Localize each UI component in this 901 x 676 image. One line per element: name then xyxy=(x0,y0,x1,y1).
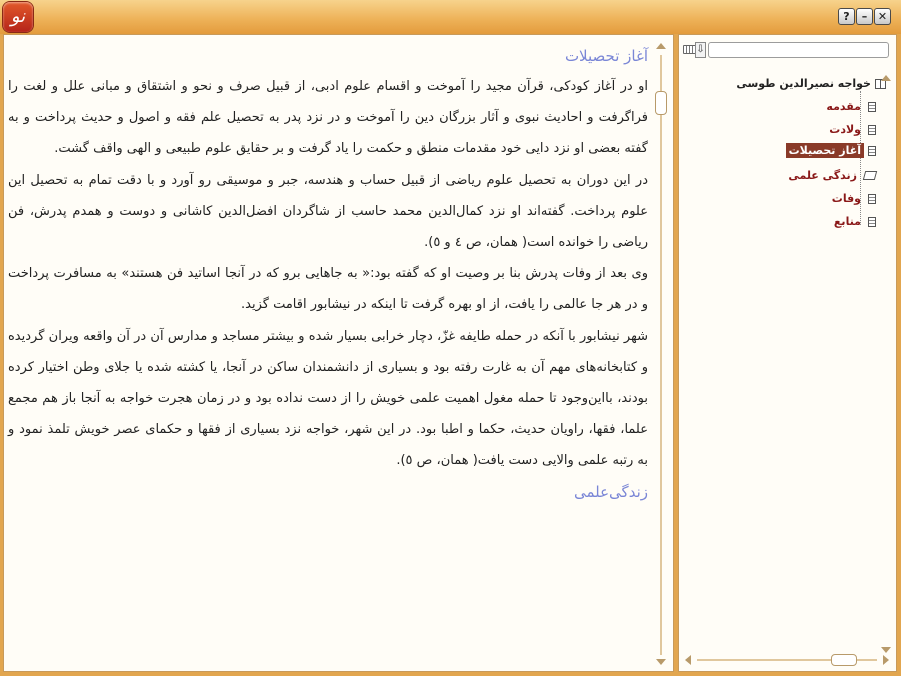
tree-item-start-of-education[interactable] xyxy=(786,143,876,158)
title-bar xyxy=(0,0,901,34)
tree-item-label: منابع xyxy=(833,215,861,228)
tree-root-label: خواجه نصیرالدین طوسی xyxy=(736,77,871,90)
minimize-button[interactable]: – xyxy=(856,8,873,25)
scroll-thumb[interactable] xyxy=(831,654,857,666)
sidebar-vertical-scrollbar[interactable] xyxy=(879,75,893,655)
tree-item-birth[interactable] xyxy=(826,122,876,137)
tree-item-sources[interactable] xyxy=(831,214,876,229)
document-icon xyxy=(868,194,876,204)
scroll-down-icon[interactable] xyxy=(656,659,666,665)
document-icon xyxy=(868,125,876,135)
tree-item-label: آغاز تحصیلات xyxy=(786,143,864,158)
scroll-up-icon[interactable] xyxy=(881,75,891,81)
scroll-left-icon[interactable] xyxy=(685,655,691,665)
sidebar xyxy=(678,34,897,672)
scroll-thumb[interactable] xyxy=(655,91,667,115)
close-button[interactable]: ✕ xyxy=(874,8,891,25)
tree-item-label: زندگی علمی xyxy=(788,169,857,182)
article-text xyxy=(8,41,648,507)
paragraph: شهر نیشابور با آنکه در حمله طایفه غزّ، دچار خرابی بسیار شده و بیشتر مساجد و مدارس آن در آن واقعه ویران گردیده و کتابخانه‌های مهم آن به غارت رفته بود و بسیاری از دانشمندان ساکن در آنجا، یا کشته شده یا جلای وطن اختیار کرده بودند، بااین‌وجود تا حمله مغول اهمیت علمی خویش را از دست نداده بود و در زمان هجرت خواجه به آنجا باز هم مجمع علما، فقها، راویان حدیث، حکما و اطبا بود. در این شهر، خواجه نزد بسیاری از فقها و حکمای عصر خویش تلمذ نمود و به رتبه علمی والایی دست یافت( همان، ص ٥). xyxy=(8,328,648,469)
tree-root[interactable] xyxy=(736,77,886,90)
content-scrollbar[interactable] xyxy=(654,41,668,671)
open-book-icon xyxy=(863,171,877,180)
document-icon xyxy=(868,102,876,112)
tree-item-label: مقدمه xyxy=(826,100,861,113)
scroll-track[interactable] xyxy=(660,55,662,655)
tree-item-label: وفات xyxy=(831,192,861,205)
tree-item-introduction[interactable] xyxy=(823,99,876,114)
paragraph: وی بعد از وفات پدرش بنا بر وصیت او که گفته بود:« به جاهایی برو که در آنجا اساتید فن هستند» به مسافرت پرداخت و در هر جا عالمی را یافت، از او بهره گرفت تا اینکه در نیشابور اقامت گزید. xyxy=(8,266,648,313)
tree-item-label: ولادت xyxy=(829,123,861,136)
help-button[interactable]: ? xyxy=(838,8,855,25)
paragraph: او در آغاز کودکی، قرآن مجید را آموخت و اقسام علوم ادبی، از قبیل صرف و نحو و اشتقاق و مبانی علل و لغت را فراگرفت و احادیث نبوی و آثار بزرگان دین را آموخت و در نزد پدر به تحصیل علم فقه و اصول و حدیث پرداخت و به گفته بعضی او نزد دایی خود مقدمات منطق و حکمت را یاد گرفت و بر حقایق علوم طبیعی و الهی واقف گشت. xyxy=(8,79,648,157)
search-button[interactable]: ⇩ xyxy=(695,42,706,58)
sidebar-horizontal-scrollbar[interactable] xyxy=(685,653,890,667)
search-input[interactable] xyxy=(708,42,889,58)
content-pane xyxy=(3,34,674,672)
section-heading-start-of-education: آغاز تحصیلات xyxy=(564,47,648,65)
document-icon xyxy=(868,146,876,156)
app-logo[interactable]: نو xyxy=(3,2,33,32)
tree-item-scientific-life[interactable] xyxy=(785,168,876,183)
document-icon xyxy=(868,217,876,227)
scroll-up-icon[interactable] xyxy=(656,43,666,49)
tree-item-death[interactable] xyxy=(829,191,876,206)
paragraph: در این دوران به تحصیل علوم ریاضی از قبیل حساب و هندسه، جبر و موسیقی رو آورد و با دقت تمام به تحصیل این علوم پرداخت. گفته‌اند او نزد کمال‌الدین محمد حاسب از شاگردان افضل‌الدین کاشانی و دوست و همدم پدرش، فن ریاضی را خوانده است( همان، ص ٤ و ٥). xyxy=(8,172,648,251)
scroll-right-icon[interactable] xyxy=(883,655,889,665)
section-heading-scientific-life: زندگی‌علمی xyxy=(573,482,648,501)
